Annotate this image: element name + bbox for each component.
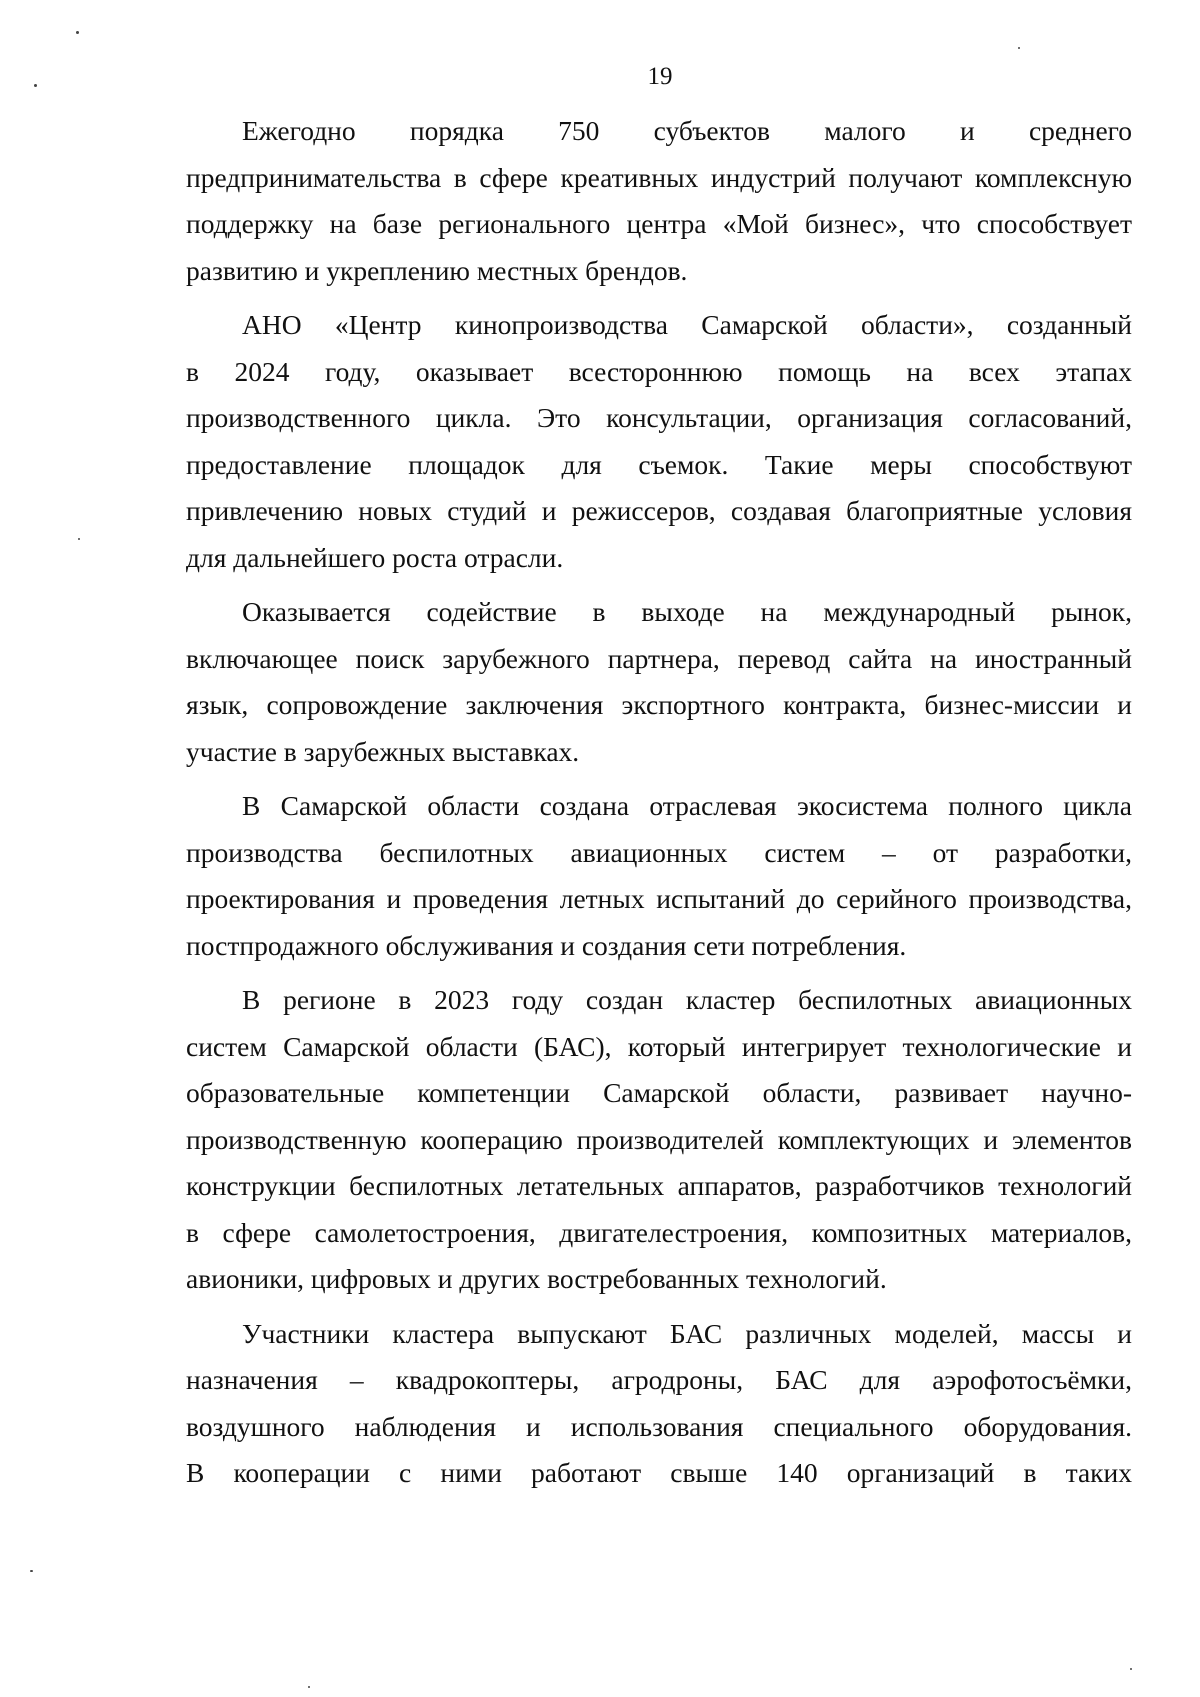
text-line: авионики, цифровых и других востребованных технологий.	[186, 1263, 887, 1294]
paragraph	[186, 589, 1132, 775]
paragraph	[186, 1311, 1132, 1497]
text-line: назначения – квадрокоптеры, агродроны, БАС для аэрофотосъёмки,	[186, 1364, 1132, 1395]
text-line: В регионе в 2023 году создан кластер беспилотных авиационных	[242, 984, 1132, 1015]
text-line: В кооперации с ними работают свыше 140 организаций в таких	[186, 1457, 1132, 1488]
text-line: включающее поиск зарубежного партнера, перевод сайта на иностранный	[186, 642, 1132, 674]
text-line: конструкции беспилотных летательных аппаратов, разработчиков технологий	[186, 1170, 1132, 1201]
paragraph	[186, 783, 1132, 969]
text-line: производства беспилотных авиационных систем – от разработки,	[186, 836, 1132, 868]
text-line: развитию и укреплению местных брендов.	[186, 254, 688, 286]
text-line: Ежегодно порядка 750 субъектов малого и среднего	[242, 115, 1132, 146]
page-number: 19	[647, 63, 673, 90]
scan-speck	[76, 31, 79, 34]
text-line: для дальнейшего роста отрасли.	[186, 541, 564, 573]
text-line: поддержку на базе регионального центра «Мой бизнес», что способствует	[186, 208, 1132, 239]
text-line: участие в зарубежных выставках.	[186, 735, 580, 767]
text-line: привлечению новых студий и режиссеров, создавая благоприятные условия	[186, 495, 1132, 526]
scan-speck	[1018, 47, 1020, 49]
text-line: в сфере самолетостроения, двигателестроения, композитных материалов,	[186, 1216, 1132, 1248]
text-line: производственного цикла. Это консультации, организация согласований,	[186, 402, 1132, 433]
text-line: постпродажного обслуживания и создания сети потребления.	[186, 929, 907, 961]
text-line: систем Самарской области (БАС), который интегрирует технологические и	[186, 1030, 1132, 1062]
text-line: воздушного наблюдения и использования специального оборудования.	[186, 1410, 1132, 1442]
paragraph	[186, 108, 1132, 294]
text-line: предпринимательства в сфере креативных индустрий получают комплексную	[186, 161, 1132, 193]
scan-speck	[78, 538, 80, 540]
text-line: В Самарской области создана отраслевая экосистема полного цикла	[242, 790, 1132, 821]
paragraph	[186, 977, 1132, 1303]
scan-speck	[30, 1570, 33, 1572]
text-line: язык, сопровождение заключения экспортного контракта, бизнес-миссии и	[186, 689, 1132, 720]
text-line: Оказывается содействие в выходе на международный рынок,	[242, 596, 1132, 627]
text-line: производственную кооперацию производителей комплектующих и элементов	[186, 1123, 1132, 1155]
scan-speck	[1130, 1668, 1132, 1670]
text-line: в 2024 году, оказывает всестороннюю помощь на всех этапах	[186, 355, 1132, 387]
text-line: АНО «Центр кинопроизводства Самарской области», созданный	[242, 309, 1132, 340]
text-line: Участники кластера выпускают БАС различных моделей, массы и	[242, 1317, 1132, 1349]
paragraph	[186, 302, 1132, 581]
text-line: проектирования и проведения летных испытаний до серийного производства,	[186, 883, 1132, 914]
scan-speck	[308, 1686, 310, 1688]
document-body	[186, 108, 1132, 1505]
text-line: образовательные компетенции Самарской области, развивает научно-	[186, 1077, 1132, 1108]
text-line: предоставление площадок для съемок. Такие меры способствуют	[186, 448, 1132, 480]
